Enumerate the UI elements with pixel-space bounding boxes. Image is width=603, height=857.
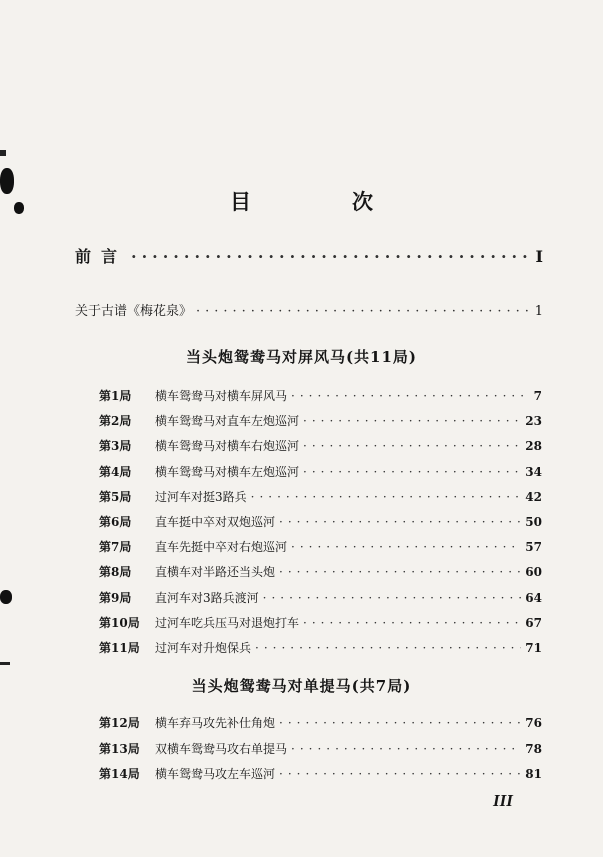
game-title: 双横车鸳鸯马攻右单提马: [155, 741, 288, 756]
toc-page-num: 64: [525, 590, 542, 605]
section-heading: 当头炮鸳鸯马对单提马(共7局): [191, 677, 412, 695]
toc-page-num: 42: [525, 489, 542, 504]
toc-entry[interactable]: [99, 714, 542, 732]
game-number: 第4局: [99, 464, 132, 479]
game-title: 直河车对3路兵渡河: [155, 590, 259, 605]
game-title: 横车鸳鸯马对横车屏风马: [155, 389, 288, 403]
toc-page-num: 28: [525, 439, 542, 454]
game-title: 横车鸳鸯马对横车左炮巡河: [155, 464, 300, 479]
game-title: 过河车吃兵压马对退炮打车: [155, 615, 300, 630]
leader-dots: [303, 439, 521, 453]
toc-page-num: 1: [534, 304, 543, 319]
game-number: 第8局: [99, 565, 132, 580]
game-title: 横车鸳鸯马对直车左炮巡河: [155, 414, 300, 429]
leader-dots: [279, 767, 521, 781]
game-number: 第10局: [99, 615, 140, 630]
toc-entry[interactable]: [99, 639, 542, 657]
toc-page-num: 7: [533, 389, 542, 403]
toc-preface[interactable]: [75, 244, 543, 267]
toc-intro[interactable]: [75, 300, 543, 319]
toc-entry[interactable]: [99, 513, 542, 531]
toc-page-num: 57: [525, 540, 542, 555]
game-title: 直车先挺中卒对右炮巡河: [155, 540, 288, 555]
toc-entry[interactable]: [99, 463, 542, 481]
game-title: 横车鸳鸯马攻左车巡河: [155, 767, 276, 781]
edge-mark: [0, 662, 10, 665]
game-title: 横车鸳鸯马对横车右炮巡河: [155, 439, 300, 454]
game-number: 第6局: [99, 515, 132, 529]
toc-entry[interactable]: [99, 563, 542, 581]
toc-entry[interactable]: [99, 488, 542, 506]
page-number: III: [493, 791, 513, 810]
toc-entry[interactable]: [99, 412, 542, 430]
toc-page-num: 60: [525, 565, 542, 580]
toc-page-num: 67: [525, 615, 542, 630]
toc-entry[interactable]: [99, 765, 542, 783]
game-number: 第9局: [99, 590, 132, 605]
toc-page-num: 34: [525, 464, 542, 479]
leader-dots: [291, 389, 530, 403]
leader-dots: [255, 641, 521, 655]
game-number: 第12局: [99, 716, 140, 730]
toc-page-num: 78: [525, 741, 542, 756]
game-number: 第14局: [99, 767, 140, 781]
game-title: 过河车对升炮保兵: [155, 641, 252, 655]
leader-dots: [251, 490, 522, 504]
page-title: 目 次: [230, 189, 413, 214]
section-heading: 当头炮鸳鸯马对屏风马(共11局): [185, 348, 418, 366]
leader-dots: [291, 540, 521, 554]
game-title: 过河车对挺3路兵: [155, 489, 247, 504]
toc-entry[interactable]: [99, 437, 542, 455]
game-number: 第13局: [99, 741, 140, 756]
toc-entry[interactable]: [99, 589, 542, 607]
leader-dots: [131, 247, 532, 266]
toc-page-num: 71: [525, 641, 542, 655]
leader-dots: [279, 716, 521, 730]
leader-dots: [303, 616, 521, 630]
toc-page-num: 76: [525, 716, 542, 730]
game-number: 第7局: [99, 540, 132, 555]
toc-entry[interactable]: [99, 538, 542, 556]
leader-dots: [279, 565, 521, 579]
game-number: 第3局: [99, 439, 132, 454]
leader-dots: [303, 414, 521, 428]
leader-dots: [196, 304, 531, 319]
toc-label: 关于古谱《梅花泉》: [75, 304, 193, 319]
leader-dots: [303, 465, 521, 479]
leader-dots: [263, 591, 522, 605]
toc-page-num: 50: [525, 515, 542, 529]
toc-entry[interactable]: [99, 614, 542, 632]
game-number: 第2局: [99, 414, 132, 429]
game-title: 直横车对半路还当头炮: [155, 565, 276, 580]
game-title: 横车弃马攻先补仕角炮: [155, 716, 276, 730]
edge-mark: [0, 150, 6, 156]
toc-label: 前言: [75, 247, 128, 266]
ink-blot: [0, 590, 12, 604]
leader-dots: [279, 515, 521, 529]
game-number: 第1局: [99, 389, 132, 403]
toc-page-num: 81: [525, 767, 542, 781]
toc-page-num: 23: [525, 414, 542, 429]
toc-entry[interactable]: [99, 740, 542, 758]
toc-entry[interactable]: [99, 387, 542, 405]
game-number: 第5局: [99, 489, 132, 504]
game-title: 直车挺中卒对双炮巡河: [155, 515, 276, 529]
leader-dots: [291, 742, 521, 756]
game-number: 第11局: [99, 641, 140, 655]
toc-page-num: I: [535, 247, 543, 266]
